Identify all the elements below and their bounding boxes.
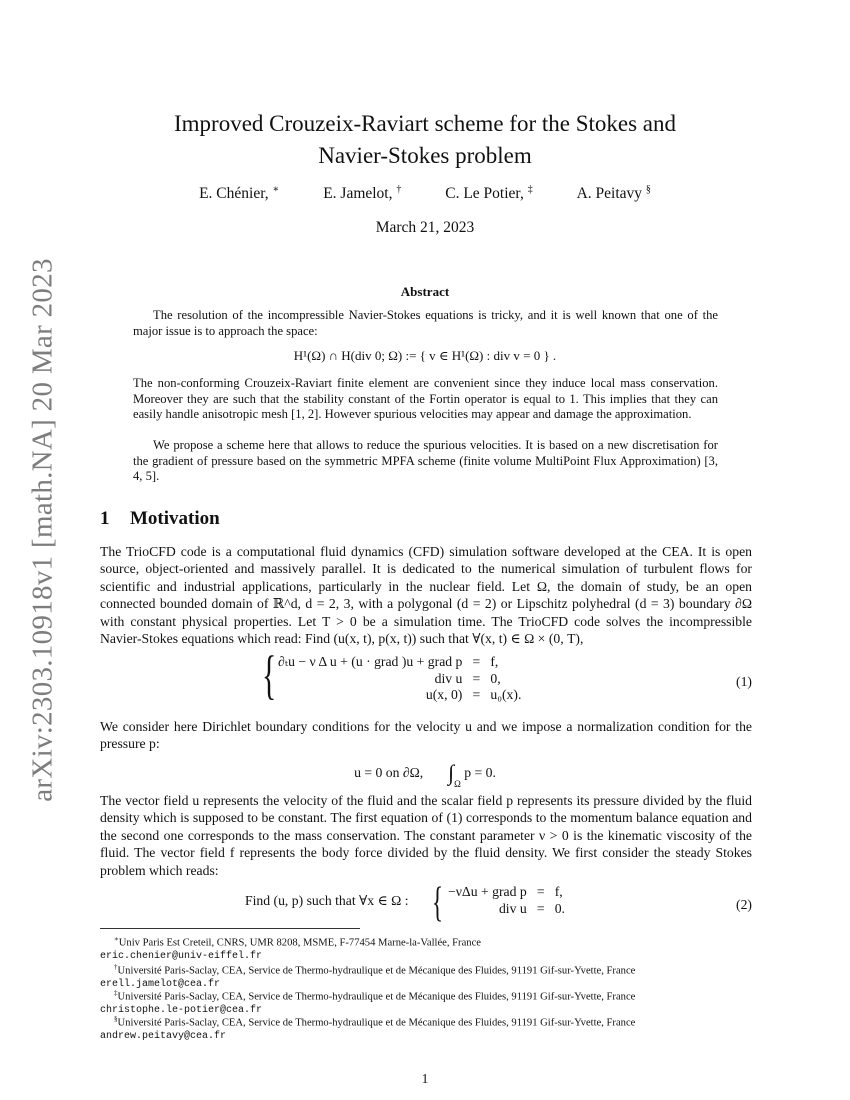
footnote-4: §Université Paris-Saclay, CEA, Service de Thermo-hydraulique et de Mécanique des Fluides, 91191 Gif-sur-Yvette, France andrew.peitavy@cea.fr: [100, 1013, 760, 1043]
paper-date: March 21, 2023: [375, 219, 475, 236]
boundary-condition-equation: u = 0 on ∂Ω, $\int_\Omega$ p = 0.: [354, 760, 496, 789]
section-title: Motivation: [130, 508, 220, 529]
equation-2-number: (2): [736, 897, 752, 912]
equation-1-brace: {: [262, 645, 277, 705]
abstract-equation: H¹(Ω) ∩ H(div 0; Ω) := { v ∈ H¹(Ω) : div v = 0 } .: [293, 348, 557, 363]
author-2: E. Jamelot, †: [323, 184, 402, 203]
footnote-4-email: andrew.peitavy@cea.fr: [100, 1030, 227, 1042]
section-number: 1: [100, 508, 110, 529]
arxiv-stamp-text: arXiv:2303.10918v1 [math.NA] 20 Mar 2023: [26, 258, 58, 802]
author-list: [0, 184, 850, 203]
abstract-paragraph-1: The resolution of the incompressible Navier-Stokes equations is tricky, and it is well known that one of the major issue is to approach the space:: [133, 308, 718, 338]
page-number: 1: [421, 1071, 429, 1086]
abstract-heading: Abstract: [400, 284, 450, 299]
abstract-paragraph-3: We propose a scheme here that allows to reduce the spurious velocities. It is based on a new discretisation for the gradient of pressure based on the symmetric MPFA scheme (finite volume MultiPoint Flux Approximation) [3, 4, 5].: [133, 438, 718, 484]
abstract-paragraph-2: The non-conforming Crouzeix-Raviart finite element are convenient since they induce local mass conservation. Moreover they are such that the stability constant of the Fortin operator is equal to 1. This implies that they can easily handle anisotropic mesh [1, 2]. However spurious velocities may appear and damage the approximation.: [133, 376, 718, 422]
footnote-3: ‡Université Paris-Saclay, CEA, Service de Thermo-hydraulique et de Mécanique des Fluides, 91191 Gif-sur-Yvette, France christophe.le-potier@cea.fr: [100, 987, 760, 1017]
equation-2-brace: {: [432, 880, 444, 926]
footnote-1-email: eric.chenier@univ-eiffel.fr: [100, 950, 263, 962]
body-paragraph-3: The vector field u represents the velocity of the fluid and the scalar field p represents its pressure divided by the fluid density which is supposed to be constant. The first equation of (1) corresponds to the momentum balance equation and the second one corresponds to the mass conservation. The constant parameter ν > 0 is the kinematic viscosity of the fluid. The vector field f represents the body force divided by the fluid density. We first consider the steady Stokes problem which reads:: [100, 793, 752, 878]
author-3: C. Le Potier, ‡: [445, 184, 533, 203]
footnote-2-email: erell.jamelot@cea.fr: [100, 978, 221, 990]
author-4: A. Peitavy §: [576, 184, 651, 203]
equation-2-prefix: Find (u, p) such that ∀x ∈ Ω :: [245, 893, 409, 908]
paper-title: [0, 108, 850, 172]
equation-1-system: ∂ₜu − ν Δ u + (u · grad )u + grad p = f, div u = 0, u(x, 0) = u₀(x).: [278, 654, 522, 702]
equation-1: [262, 645, 602, 710]
body-paragraph-1: The TrioCFD code is a computational fluid dynamics (CFD) simulation software developed at the CEA. It is open source, object-oriented and massively parallel. It is dedicated to the numerical simulation of turbulent flows for scientific and industrial applications, particularly in the nuclear field. Let Ω, the domain of study, be an open connected bounded domain of ℝ^d, d = 2, 3, with a polygonal (d = 2) or Lipschitz polyhedral (d = 3) boundary ∂Ω with constant physical properties. Let T > 0 be a simulation time. The TrioCFD code solves the incompressible Navier-Stokes equations which read: Find (u(x, t), p(x, t)) such that ∀(x, t) ∈ Ω × (0, T),: [100, 544, 752, 647]
equation-2: [432, 880, 632, 924]
footnote-1: ∗Univ Paris Est Creteil, CNRS, UMR 8208, MSME, F-77454 Marne-la-Vallée, France eric.chenier@univ-eiffel.fr: [100, 933, 760, 963]
body-paragraph-2: We consider here Dirichlet boundary conditions for the velocity u and we impose a normalization condition for the pressure p:: [100, 719, 752, 752]
footnote-3-email: christophe.le-potier@cea.fr: [100, 1004, 263, 1016]
equation-2-system: −νΔu + grad p = f, div u = 0.: [448, 884, 565, 916]
footnote-rule: [100, 928, 360, 929]
equation-1-number: (1): [736, 674, 752, 689]
author-1: E. Chénier, ∗: [199, 184, 280, 203]
section-heading: [100, 508, 220, 530]
arxiv-stamp: [20, 258, 65, 802]
title-line-2: Navier-Stokes problem: [318, 143, 532, 168]
footnote-2: †Université Paris-Saclay, CEA, Service de Thermo-hydraulique et de Mécanique des Fluides, 91191 Gif-sur-Yvette, France erell.jamelot@cea.fr: [100, 961, 760, 991]
title-line-1: Improved Crouzeix-Raviart scheme for the Stokes and: [173, 111, 676, 136]
